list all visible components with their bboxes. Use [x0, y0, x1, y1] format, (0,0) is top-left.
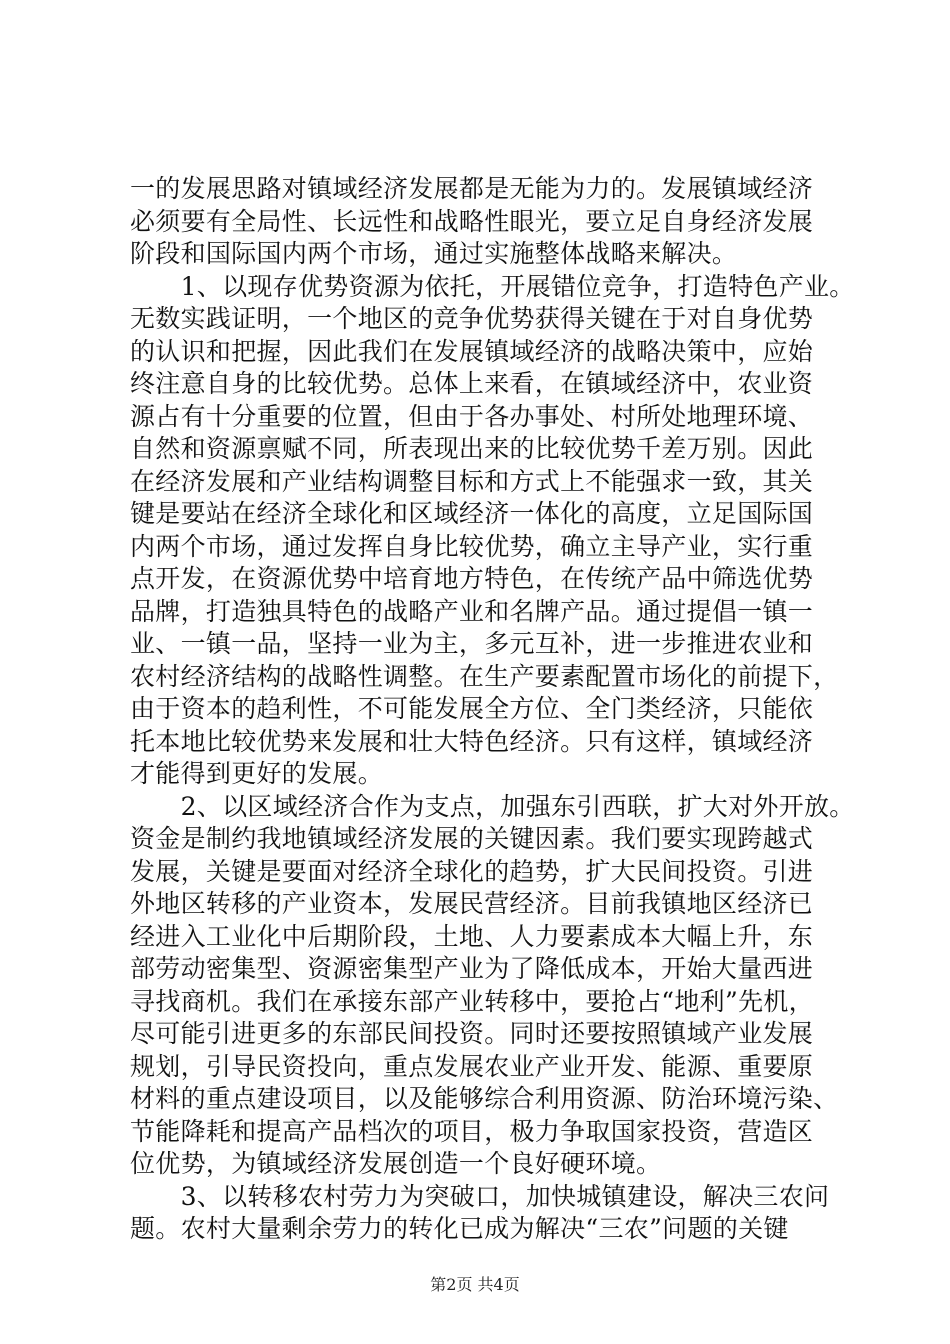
text-line: 题。农村大量剩余劳力的转化已成为解决“三农”问题的关键	[130, 1214, 789, 1243]
text-line: 发展，关键是要面对经济全球化的趋势，扩大民间投资。引进	[130, 856, 814, 886]
text-line: 2、以区域经济合作为支点，加强东引西联，扩大对外开放。	[130, 791, 855, 821]
text-line: 节能降耗和提高产品档次的项目，极力争取国家投资，营造区	[130, 1116, 814, 1146]
text-line: 资金是制约我地镇域经济发展的关键因素。我们要实现跨越式	[130, 824, 814, 853]
text-line: 源占有十分重要的位置，但由于各办事处、村所处地理环境、	[130, 401, 814, 431]
text-line: 寻找商机。我们在承接东部产业转移中，要抢占“地利”先机，	[130, 986, 814, 1016]
page-footer: 第2页 共4页	[430, 1275, 520, 1294]
text-line: 无数实践证明，一个地区的竞争优势获得关键在于对自身优势	[130, 304, 814, 333]
text-line: 内两个市场，通过发挥自身比较优势，确立主导产业，实行重	[130, 531, 814, 561]
text-line: 经进入工业化中后期阶段，土地、人力要素成本大幅上升，东	[130, 921, 814, 951]
text-line: 终注意自身的比较优势。总体上来看，在镇域经济中，农业资	[130, 369, 814, 398]
text-line: 位优势，为镇域经济发展创造一个良好硬环境。	[130, 1149, 662, 1178]
text-line: 的认识和把握，因此我们在发展镇域经济的战略决策中，应始	[130, 336, 814, 366]
text-line: 在经济发展和产业结构调整目标和方式上不能强求一致，其关	[130, 466, 814, 496]
text-line: 一的发展思路对镇域经济发展都是无能为力的。发展镇域经济	[130, 174, 814, 203]
text-line: 材料的重点建设项目，以及能够综合利用资源、防治环境污染、	[130, 1084, 839, 1113]
text-line: 键是要站在经济全球化和区域经济一体化的高度，立足国际国	[130, 499, 814, 528]
text-line: 托本地比较优势来发展和壮大特色经济。只有这样，镇域经济	[130, 726, 814, 756]
text-line: 必须要有全局性、长远性和战略性眼光，要立足自身经济发展	[130, 206, 814, 236]
text-line: 业、一镇一品，坚持一业为主，多元互补，进一步推进农业和	[130, 629, 814, 658]
text-line: 阶段和国际国内两个市场，通过实施整体战略来解决。	[130, 239, 738, 268]
body-text	[130, 173, 855, 1246]
text-line: 尽可能引进更多的东部民间投资。同时还要按照镇域产业发展	[130, 1019, 814, 1048]
text-line: 1、以现存优势资源为依托，开展错位竞争，打造特色产业。	[130, 271, 855, 301]
text-line: 3、以转移农村劳力为突破口，加快城镇建设，解决三农问	[130, 1181, 830, 1211]
text-line: 才能得到更好的发展。	[130, 759, 384, 788]
text-line: 点开发，在资源优势中培育地方特色，在传统产品中筛选优势	[130, 564, 814, 593]
text-line: 农村经济结构的战略性调整。在生产要素配置市场化的前提下，	[130, 661, 839, 691]
text-line: 由于资本的趋利性，不可能发展全方位、全门类经济，只能依	[130, 694, 814, 723]
text-line: 部劳动密集型、资源密集型产业为了降低成本，开始大量西进	[130, 954, 814, 983]
text-line: 自然和资源禀赋不同，所表现出来的比较优势千差万别。因此	[130, 434, 814, 463]
text-line: 规划，引导民资投向，重点发展农业产业开发、能源、重要原	[130, 1051, 814, 1081]
text-line: 外地区转移的产业资本，发展民营经济。目前我镇地区经济已	[130, 889, 814, 918]
text-line: 品牌，打造独具特色的战略产业和名牌产品。通过提倡一镇一	[130, 596, 814, 626]
